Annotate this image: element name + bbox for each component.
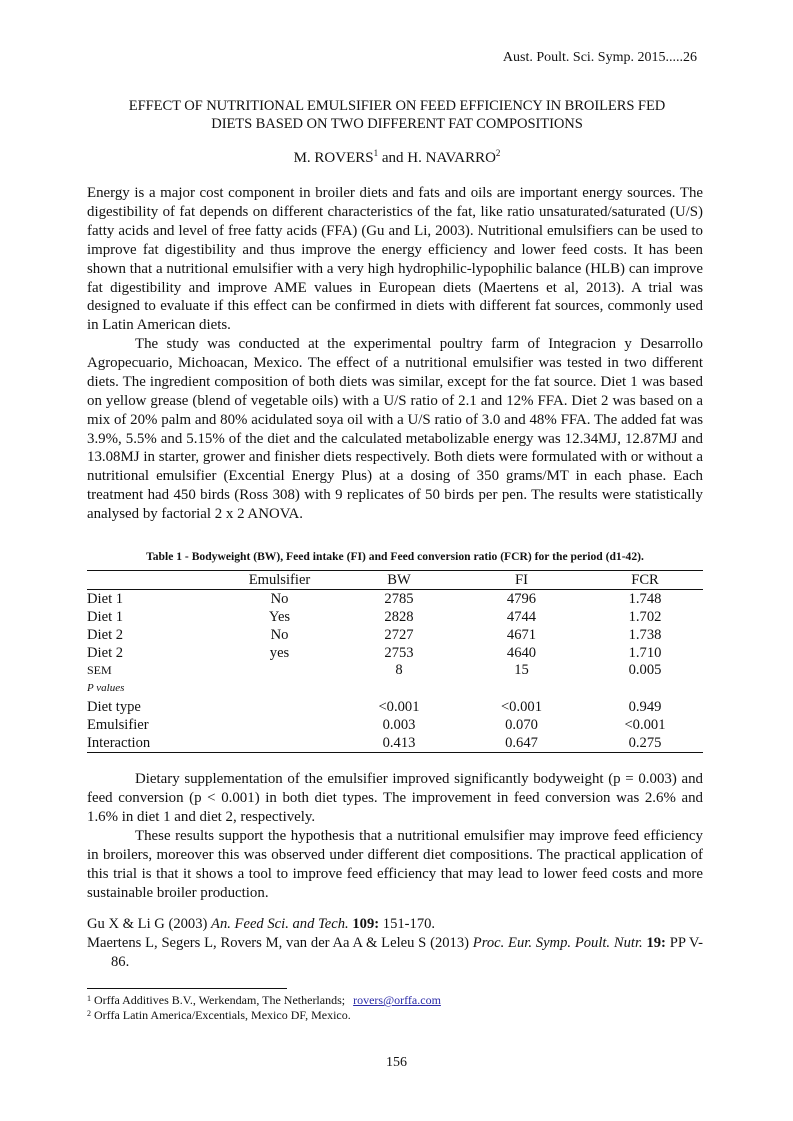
paragraph-conclusion: These results support the hypothesis that a nutritional emulsifier may improve feed efficiency in broilers, moreover this was observed under different diet compositions. The practical application of this trial is that it shows a tool to improve feed efficiency that may lead to lower feed costs and more sustainable broiler production. [87, 828, 703, 901]
reference-pages: 151-170. [379, 916, 436, 932]
body-section-conclusion [87, 827, 703, 903]
cell-bw: 2785 [384, 591, 414, 607]
cell-p-bw: 0.003 [382, 717, 416, 733]
cell-factor: Emulsifier [87, 717, 149, 733]
footnote-mark: 2 [87, 1008, 91, 1018]
reference-journal: An. Feed Sci. and Tech. [211, 916, 349, 932]
table-row [87, 590, 703, 609]
running-head: Aust. Poult. Sci. Symp. 2015.....26 [502, 50, 697, 65]
cell-p-bw: 0.413 [382, 735, 416, 751]
cell-diet: Diet 2 [87, 645, 124, 661]
cell-p-fcr: 0.275 [628, 735, 662, 751]
reference-authors: Gu X & Li G (2003) [87, 916, 212, 932]
cell-p-fi: 0.070 [505, 717, 538, 733]
cell-diet: Diet 1 [87, 591, 124, 607]
author-name: M. ROVERS [293, 150, 374, 166]
table-row [87, 644, 703, 662]
paragraph-introduction: Energy is a major cost component in broiler diets and fats and oils are important energy sources. The digestibility of fat depends on different characteristics of the fat, like ratio unsaturated/saturated (U/S) fatty acids and level of free fatty acids (FFA) (Gu and Li, 2003). Nutritional emulsifiers can be used to improve fat digestibility and thus improve the energy efficiency and lower feed costs. It has been shown that a nutritional emulsifier with a very high hydrophilic-lypophilic balance (HLB) can improve fat digestibility and improve AME values in European diets (Maertens et al, 2013). A trial was designed to evaluate if this effect can be confirmed in diets with different fat sources, commonly used in Latin American diets. [87, 185, 703, 334]
body-section-results [87, 770, 703, 827]
cell-fi: 4796 [506, 591, 537, 607]
cell-p-fi: <0.001 [500, 699, 543, 715]
cell-bw: 2727 [384, 627, 414, 643]
title-line-1: EFFECT OF NUTRITIONAL EMULSIFIER ON FEED EFFICIENCY IN BROILERS FED [128, 98, 666, 114]
table-row-sem [87, 662, 703, 678]
email-link[interactable]: rovers@orffa.com [353, 993, 441, 1007]
table-row [87, 734, 703, 753]
table-caption: Table 1 - Bodyweight (BW), Feed intake (FI) and Feed conversion ratio (FCR) for the period (d1-42). [146, 550, 644, 563]
reference-authors: Maertens L, Segers L, Rovers M, van der Aa A & Leleu S (2013) [87, 935, 473, 951]
column-header-fcr: FCR [631, 572, 659, 588]
cell-p-bw: <0.001 [378, 699, 420, 715]
reference-volume: 109: [348, 916, 380, 932]
cell-emulsifier: No [270, 627, 289, 643]
title-line-2: DIETS BASED ON TWO DIFFERENT FAT COMPOSITIONS [211, 116, 583, 132]
cell-p-fcr: <0.001 [624, 717, 666, 733]
cell-bw: 2753 [384, 645, 414, 661]
reference-pages: PP V-86. [111, 935, 703, 970]
table-row [87, 716, 703, 734]
footnote-mark: 1 [87, 994, 91, 1003]
reference-journal: Proc. Eur. Symp. Poult. Nutr. [472, 935, 643, 951]
cell-fcr: 1.738 [628, 627, 662, 643]
body-section-intro [87, 184, 703, 335]
cell-sem-bw: 8 [395, 662, 403, 678]
cell-sem-fcr: 0.005 [628, 662, 662, 678]
column-header-emulsifier: Emulsifier [248, 572, 311, 588]
cell-factor: Diet type [87, 699, 141, 715]
reference-list [87, 915, 703, 972]
affiliation-mark: 1 [373, 148, 379, 158]
cell-sem-fi: 15 [514, 662, 529, 678]
cell-fcr: 1.748 [628, 591, 662, 607]
cell-emulsifier: No [270, 591, 289, 607]
cell-emulsifier: Yes [268, 609, 291, 625]
cell-fi: 4744 [506, 609, 537, 625]
author-name: H. NAVARRO [407, 150, 496, 166]
cell-diet: Diet 1 [87, 609, 124, 625]
column-header-bw: BW [387, 572, 411, 588]
table-row [87, 698, 703, 716]
results-table [87, 570, 703, 753]
cell-sem-label: SEM [87, 663, 112, 677]
cell-fi: 4640 [506, 645, 537, 661]
affiliation-mark: 2 [495, 148, 501, 158]
cell-fcr: 1.710 [628, 645, 662, 661]
reference-item [87, 934, 703, 972]
cell-fcr: 1.702 [628, 609, 662, 625]
footnote-text: Orffa Latin America/Excentials, Mexico DF, Mexico. [94, 1007, 351, 1022]
cell-p-fcr: 0.949 [628, 699, 662, 715]
article-title [87, 97, 707, 133]
column-header-fi: FI [515, 572, 528, 588]
paragraph-methods: The study was conducted at the experimental poultry farm of Integracion y Desarrollo Agropecuario, Michoacan, Mexico. The effect of a nutritional emulsifier was tested in two different diets. The ingredient composition of both diets was similar, except for the fat source. Diet 1 was based on yellow grease (blend of vegetable oils) with a U/S ratio of 2.1 and 12% FFA. Diet 2 was based on a mix of 20% palm and 80% acidulated soya oil with a U/S ratio of 3.0 and 48% FFA. The added fat was 3.9%, 5.5% and 5.15% of the diet and the calculated metabolizable energy was 12.34MJ, 12.87MJ and 13.08MJ in starter, grower and finisher diets respectively. Both diets were formulated with or without a nutritional emulsifier (Excential Energy Plus) at a dosing of 350 grams/MT in each phase. Each treatment had 450 birds (Ross 308) with 9 replicates of 50 birds per pen. The results were statistically analysed by factorial 2 x 2 ANOVA. [87, 336, 703, 523]
pvalues-label: P values [87, 682, 125, 694]
cell-empty [217, 698, 342, 716]
table-row [87, 608, 703, 626]
footnotes [87, 993, 441, 1022]
cell-diet: Diet 2 [87, 627, 124, 643]
reference-item [87, 915, 703, 934]
table-row [87, 626, 703, 644]
footnote-text: Orffa Additives B.V., Werkendam, The Netherlands; [94, 993, 346, 1007]
table-row-pvalues-label [87, 678, 703, 698]
author-joiner: and [378, 150, 408, 166]
reference-volume: 19: [642, 935, 666, 951]
body-section-methods [87, 335, 703, 524]
cell-emulsifier: yes [269, 645, 290, 661]
footnote-item [87, 1008, 441, 1023]
paragraph-results: Dietary supplementation of the emulsifier improved significantly bodyweight (p = 0.003) and feed conversion (p < 0.001) in both diet types. The improvement in feed conversion was 2.6% and 1.6% in diet 1 and diet 2, respectively. [87, 771, 703, 825]
cell-p-fi: 0.647 [505, 735, 538, 751]
footnote-divider [87, 988, 287, 989]
column-header [87, 571, 217, 590]
footnote-item [87, 993, 441, 1008]
cell-fi: 4671 [506, 627, 537, 643]
author-list [87, 150, 707, 167]
cell-bw: 2828 [384, 609, 414, 625]
cell-empty [217, 734, 342, 753]
table-header-row [87, 571, 703, 590]
cell-empty [217, 662, 342, 678]
cell-factor: Interaction [87, 735, 151, 751]
cell-empty [217, 716, 342, 734]
page-number: 156 [386, 1055, 407, 1070]
